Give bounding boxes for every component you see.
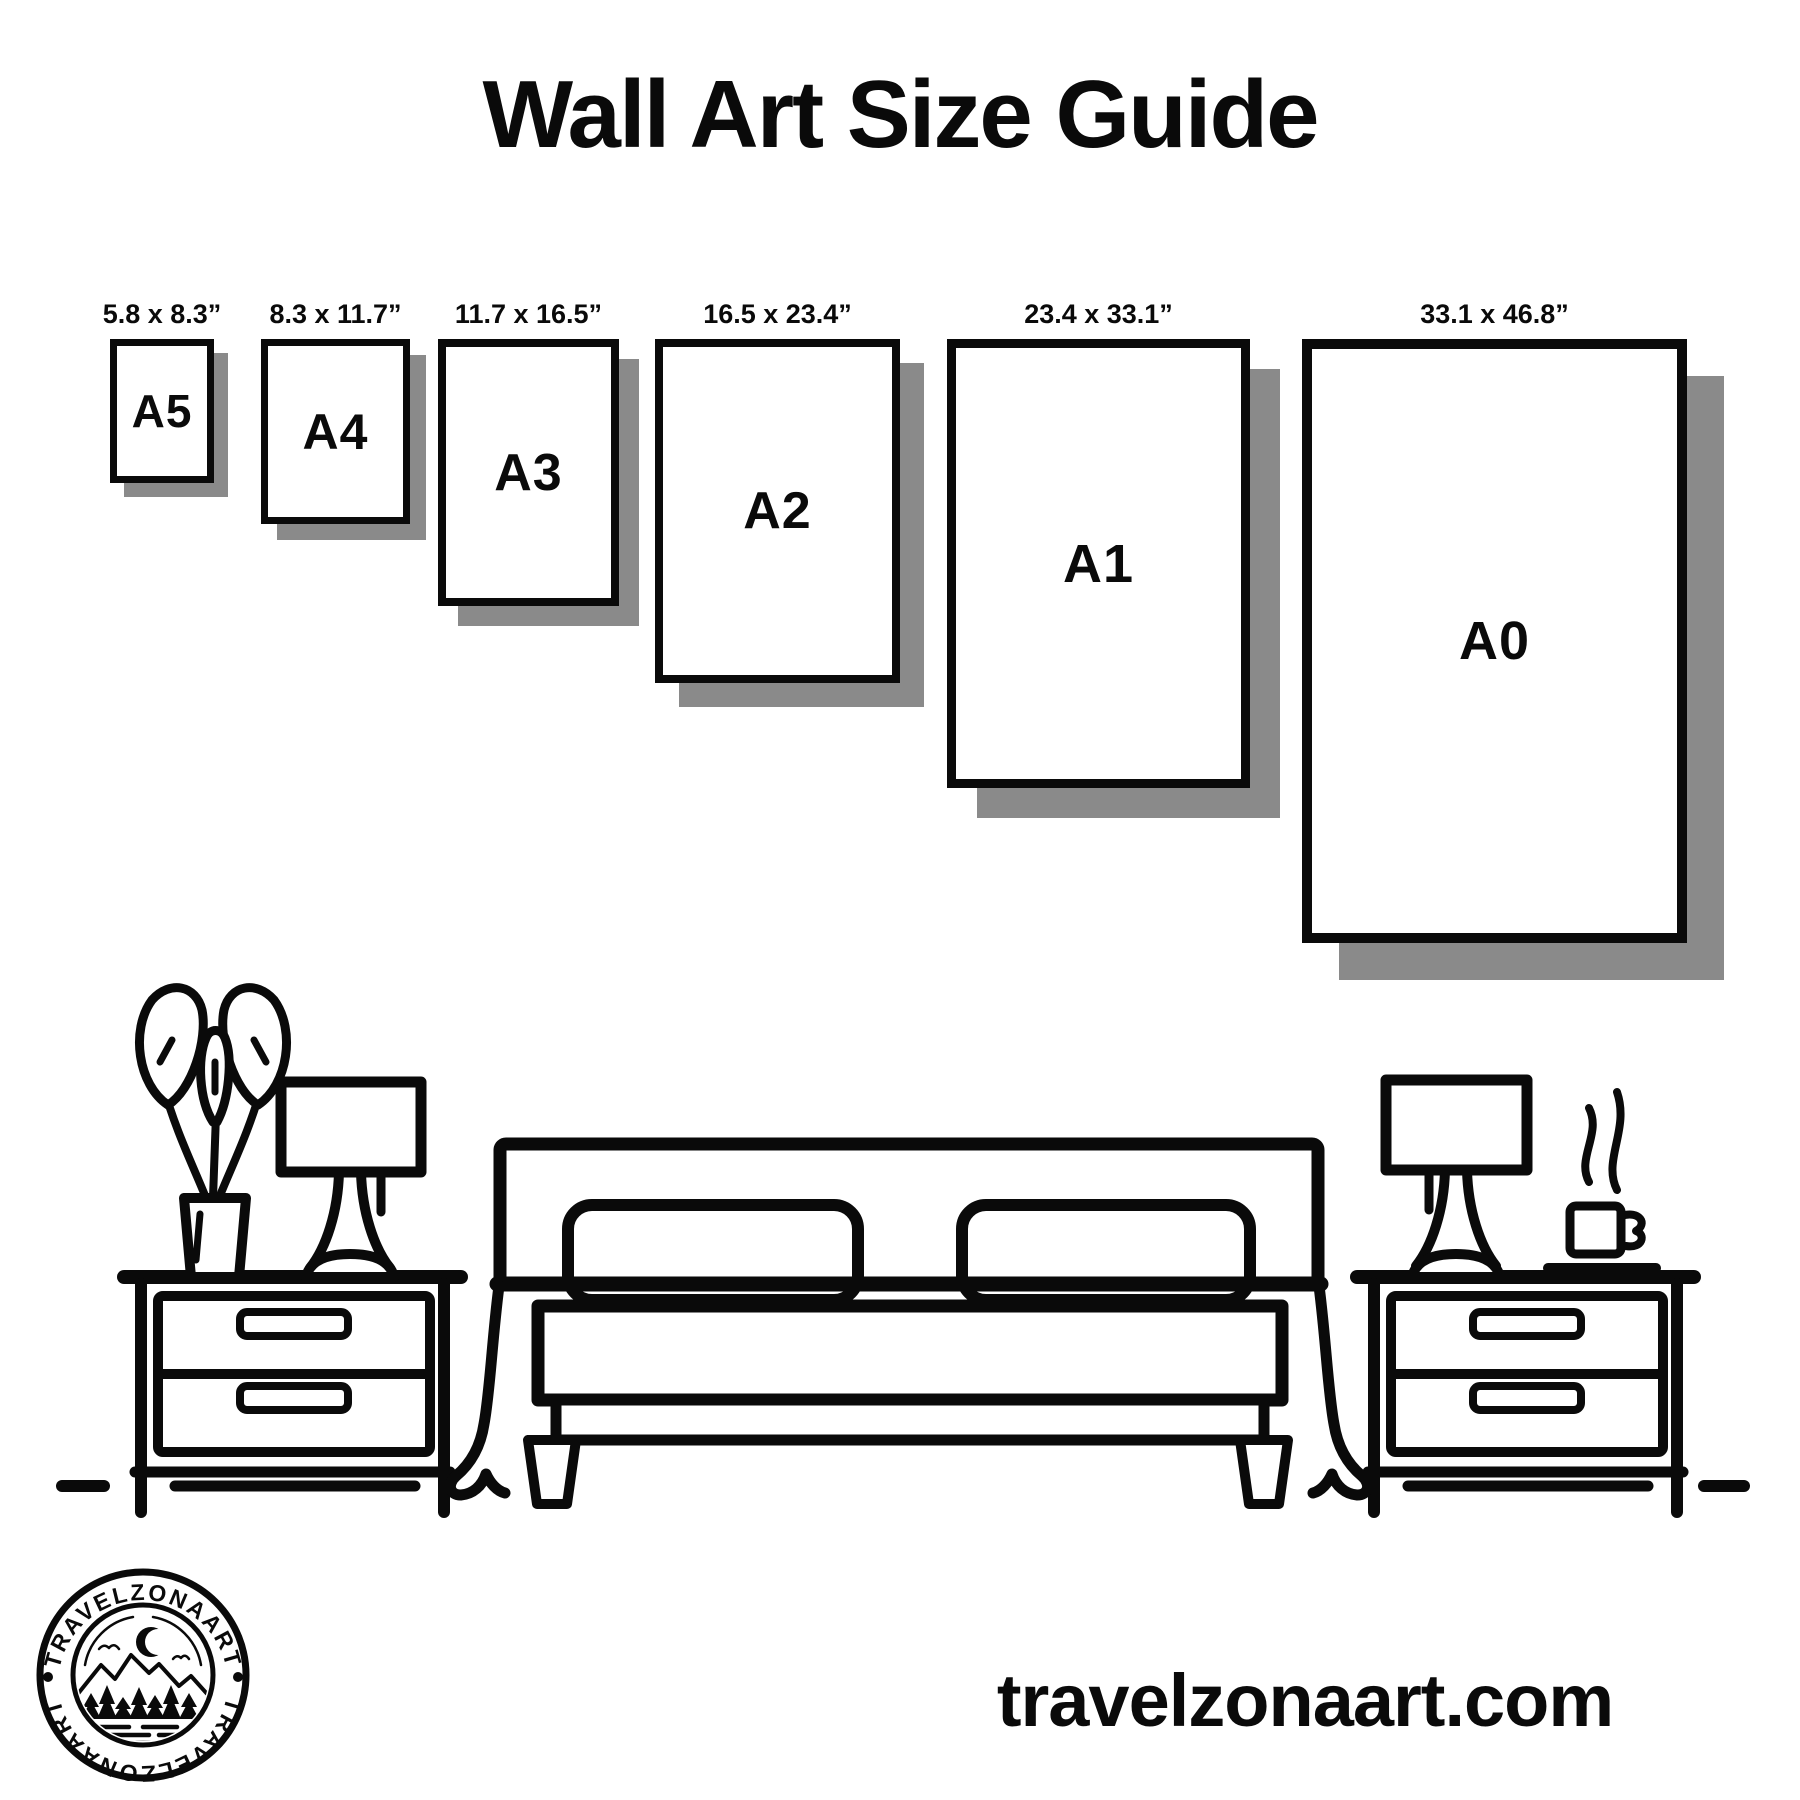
frame-letter-a5: A5	[131, 385, 193, 437]
crescent-moon-icon	[136, 1627, 171, 1657]
separator-dot	[43, 1672, 53, 1682]
vase-flowers-icon	[139, 988, 286, 1277]
bed-icon	[450, 1144, 1367, 1504]
drawer-handle-icon	[1473, 1312, 1581, 1336]
separator-dot	[233, 1672, 243, 1682]
size-label-a1: 23.4 x 33.1”	[1024, 299, 1173, 329]
nightstand-right-icon	[1357, 1277, 1694, 1512]
frame-a5	[110, 339, 214, 483]
drawer-handle-icon	[240, 1312, 348, 1336]
frame-letter-a1: A1	[1062, 533, 1135, 594]
travelzonaart-logo	[30, 1562, 256, 1788]
mountains-icon	[77, 1655, 209, 1696]
frame-letter-a2: A2	[743, 482, 812, 540]
size-label-a5: 5.8 x 8.3”	[102, 299, 222, 329]
frame-a4	[261, 339, 410, 524]
blanket-drape-right	[1313, 1286, 1368, 1495]
table-lamp-left-icon	[281, 1082, 421, 1277]
blanket-drape-left	[450, 1286, 505, 1495]
steam-icon	[1585, 1092, 1620, 1190]
drawer-handle-icon	[1473, 1386, 1581, 1410]
frame-a0	[1302, 339, 1687, 943]
size-label-a4: 8.3 x 11.7”	[269, 299, 402, 329]
drawer-handle-icon	[240, 1386, 348, 1410]
coffee-mug-icon	[1548, 1206, 1656, 1268]
website-url: travelzonaart.com	[996, 1659, 1614, 1742]
size-label-a0: 33.1 x 46.8”	[1420, 299, 1569, 329]
logo-arc-text-top: TRAVELZONAART	[38, 1578, 248, 1671]
logo-arc-text-bottom: TRAVELZONAART	[38, 1695, 248, 1788]
page-title: Wall Art Size Guide	[482, 61, 1318, 168]
size-label-a3: 11.7 x 16.5”	[454, 299, 603, 329]
pine-trees-icon	[81, 1685, 199, 1719]
frame-letter-a3: A3	[494, 443, 563, 502]
frame-a2	[655, 339, 900, 683]
table-lamp-right-icon	[1386, 1080, 1527, 1277]
nightstand-left-icon	[124, 1277, 461, 1512]
frame-a3	[438, 339, 619, 606]
frame-letter-a4: A4	[302, 403, 369, 460]
bedroom-scene	[0, 940, 1800, 1540]
frame-a1	[947, 339, 1250, 788]
frame-letter-a0: A0	[1458, 611, 1531, 671]
size-label-a2: 16.5 x 23.4”	[703, 299, 852, 329]
